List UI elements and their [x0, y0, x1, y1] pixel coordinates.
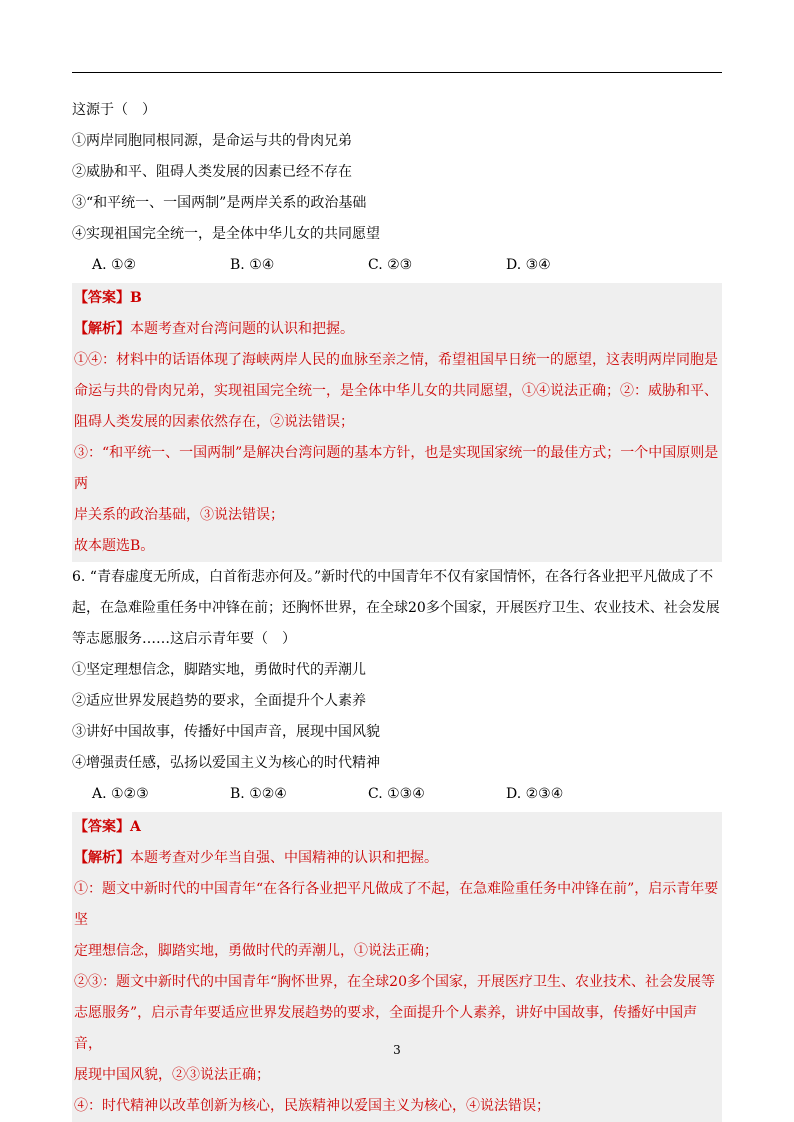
q5-item-4: ④实现祖国完全统一，是全体中华儿女的共同愿望 [72, 226, 380, 242]
q5-analysis-line-6: 岸关系的政治基础，③说法错误； [74, 507, 284, 523]
q5-answer [74, 283, 720, 314]
q5-answer-block [72, 283, 722, 562]
q6-analysis-line-2: ①：题文中新时代的中国青年“在各行各业把平凡做成了不起，在急难险重任务中冲锋在前”，启示青年要坚 [74, 881, 719, 928]
q5-item-1: ①两岸同胞同根同源，是命运与共的骨肉兄弟 [72, 133, 352, 149]
q6-answer-value: A [130, 819, 141, 835]
q5-item-3: ③“和平统一、一国两制”是两岸关系的政治基础 [72, 195, 367, 211]
q5-answer-value: B [130, 290, 142, 306]
q5-analysis-line-1 [74, 314, 720, 345]
q5-option-c: C. ②③ [368, 257, 413, 273]
q6-item-4: ④增强责任感，弘扬以爱国主义为核心的时代精神 [72, 755, 380, 771]
q6-option-d: D. ②③④ [506, 786, 564, 802]
q6-analysis-text-1: 本题考查对少年当自强、中国精神的认识和把握。 [130, 850, 438, 866]
q5-option-b: B. ①④ [230, 257, 275, 273]
q5-stem: 这源于（ ） [72, 102, 156, 118]
q6-option-b: B. ①②④ [230, 786, 287, 802]
q6-stem-line-2: 起，在急难险重任务中冲锋在前；还胸怀世界，在全球20多个国家，开展医疗卫生、农业技术、社会发展 [72, 600, 720, 616]
header-rule [72, 72, 722, 73]
q5-analysis-line-5: ③：“和平统一、一国两制”是解决台湾问题的基本方针，也是实现国家统一的最佳方式；一个中国原则是两 [74, 445, 719, 492]
q5-item-2: ②威胁和平、阻碍人类发展的因素已经不存在 [72, 164, 352, 180]
q5-analysis-line-3: 命运与共的骨肉兄弟，实现祖国完全统一，是全体中华儿女的共同愿望，①④说法正确；②：威胁和平、 [74, 383, 718, 399]
q6-stem-line-3: 等志愿服务……这启示青年要（ ） [72, 631, 296, 647]
q6-options [72, 779, 722, 810]
q6-answer [74, 812, 720, 843]
q6-answer-block [72, 812, 722, 1122]
q5-analysis-text-1: 本题考查对台湾问题的认识和把握。 [130, 321, 354, 337]
q5-options [72, 250, 722, 281]
q5-option-a: A. ①② [92, 257, 137, 273]
q6-item-1: ①坚定理想信念，脚踏实地，勇做时代的弄潮儿 [72, 662, 366, 678]
q6-analysis-line-1 [74, 843, 720, 874]
q6-analysis-line-4: ②③：题文中新时代的中国青年“胸怀世界，在全球20多个国家，开展医疗卫生、农业技术、社会发展等 [74, 974, 715, 990]
q6-analysis-line-6: 展现中国风貌，②③说法正确； [74, 1067, 270, 1083]
q6-option-c: C. ①③④ [368, 786, 425, 802]
q5-analysis-tag: 【解析】 [74, 321, 130, 337]
q6-analysis-line-3: 定理想信念，脚踏实地，勇做时代的弄潮儿，①说法正确； [74, 943, 438, 959]
q6-analysis-line-5: 志愿服务”，启示青年要适应世界发展趋势的要求，全面提升个人素养，讲好中国故事，传播好中国声音， [74, 1005, 698, 1052]
page-number: 3 [393, 1043, 401, 1057]
q6-analysis-tag: 【解析】 [74, 850, 130, 866]
q6-stem-line-1: 6. “青春虚度无所成，白首衔悲亦何及。”新时代的中国青年不仅有家国情怀，在各行各业把平凡做成了不 [72, 569, 714, 585]
q6-item-2: ②适应世界发展趋势的要求，全面提升个人素养 [72, 693, 366, 709]
q5-analysis-line-7: 故本题选B。 [74, 538, 155, 554]
q5-analysis-line-4: 阻碍人类发展的因素依然存在，②说法错误； [74, 414, 354, 430]
q6-item-3: ③讲好中国故事，传播好中国声音，展现中国风貌 [72, 724, 380, 740]
q5-answer-tag: 【答案】 [74, 290, 130, 306]
q5-option-d: D. ③④ [506, 257, 551, 273]
q5-analysis-line-2: ①④：材料中的话语体现了海峡两岸人民的血脉至亲之情，希望祖国早日统一的愿望，这表明两岸同胞是 [74, 352, 718, 368]
page-content [72, 95, 722, 1122]
q6-analysis-line-7: ④：时代精神以改革创新为核心，民族精神以爱国主义为核心，④说法错误； [74, 1098, 550, 1114]
q6-option-a: A. ①②③ [92, 786, 149, 802]
q6-answer-tag: 【答案】 [74, 819, 130, 835]
